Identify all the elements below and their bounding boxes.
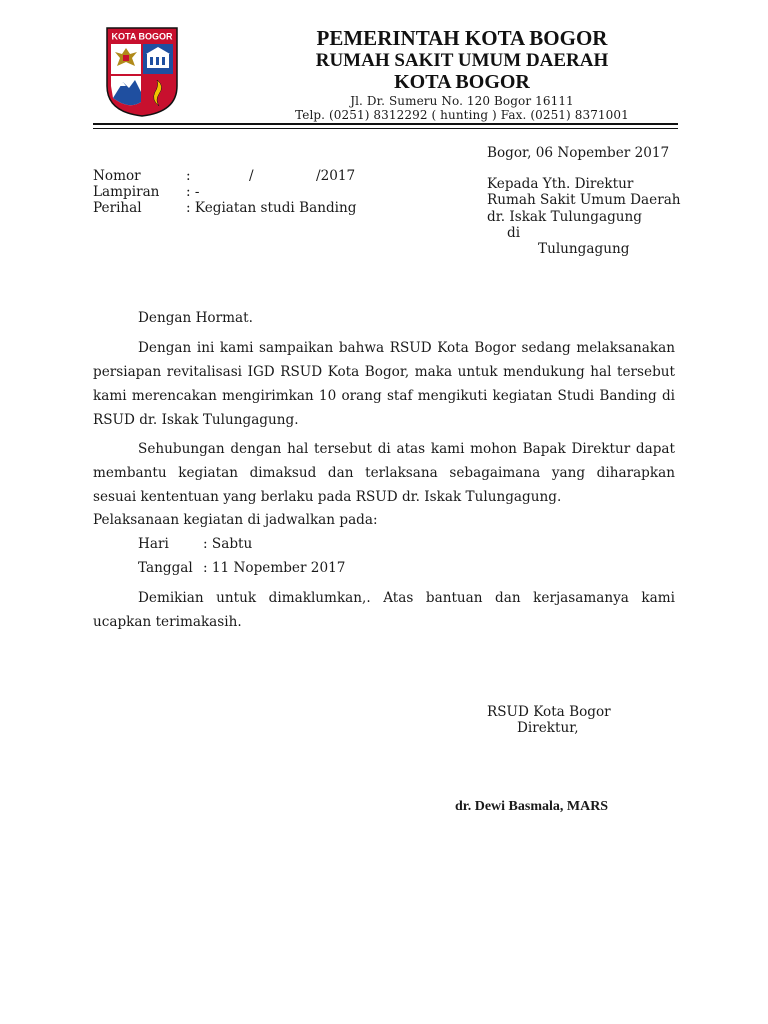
hari-value: : Sabtu xyxy=(203,536,253,552)
letter-date: Bogor, 06 Nopember 2017 xyxy=(487,145,670,161)
recipient-line-2: Rumah Sakit Umum Daerah xyxy=(487,192,681,208)
lampiran-label: Lampiran xyxy=(93,184,160,200)
closing-line-2: ucapkan terimakasih. xyxy=(93,614,242,630)
letterhead-phone: Telp. (0251) 8312292 ( hunting ) Fax. (0251) 8371001 xyxy=(295,108,629,122)
letterhead-divider-thick xyxy=(93,123,678,125)
perihal-label: Perihal xyxy=(93,200,142,216)
paragraph-1-line-1: Dengan ini kami sampaikan bahwa RSUD Kota Bogor sedang melaksanakan xyxy=(138,340,675,356)
paragraph-1-line-3: kami merencakan mengirimkan 10 orang staf mengikuti kegiatan Studi Banding di xyxy=(93,388,675,404)
closing-line-1: Demikian untuk dimaklumkan,. Atas bantuan dan kerjasamanya kami xyxy=(138,590,675,606)
letterhead-city: KOTA BOGOR xyxy=(394,71,530,93)
recipient-line-4: di xyxy=(507,225,521,241)
hari-label: Hari xyxy=(138,536,169,552)
nomor-slash: / xyxy=(249,168,254,184)
paragraph-2-line-1: Sehubungan dengan hal tersebut di atas kami mohon Bapak Direktur dapat xyxy=(138,441,675,457)
tanggal-label: Tanggal xyxy=(138,560,193,576)
signature-title: Direktur, xyxy=(517,720,579,736)
lampiran-value: : - xyxy=(186,184,200,200)
nomor-colon: : xyxy=(186,168,191,184)
kota-bogor-logo xyxy=(105,26,179,118)
nomor-label: Nomor xyxy=(93,168,141,184)
signature-organization: RSUD Kota Bogor xyxy=(487,704,611,720)
letterhead-government: PEMERINTAH KOTA BOGOR xyxy=(316,26,608,50)
signatory-name: dr. Dewi Basmala, MARS xyxy=(455,799,609,814)
perihal-value: : Kegiatan studi Banding xyxy=(186,200,357,216)
paragraph-1-line-4: RSUD dr. Iskak Tulungagung. xyxy=(93,412,299,428)
recipient-line-3: dr. Iskak Tulungagung xyxy=(487,209,642,225)
letterhead-divider-thin xyxy=(93,128,678,129)
svg-text:KOTA BOGOR: KOTA BOGOR xyxy=(111,31,173,42)
letterhead-address: Jl. Dr. Sumeru No. 120 Bogor 16111 xyxy=(350,94,574,108)
paragraph-2-line-2: membantu kegiatan dimaksud dan terlaksana sebagaimana yang diharapkan xyxy=(93,465,675,481)
greeting: Dengan Hormat. xyxy=(138,310,253,326)
letterhead-hospital: RUMAH SAKIT UMUM DAERAH xyxy=(315,50,609,71)
paragraph-2-line-3: sesuai kententuan yang berlaku pada RSUD dr. Iskak Tulungagung. xyxy=(93,489,562,505)
nomor-year: /2017 xyxy=(316,168,356,184)
recipient-line-5: Tulungagung xyxy=(538,241,630,257)
recipient-line-1: Kepada Yth. Direktur xyxy=(487,176,634,192)
schedule-intro: Pelaksanaan kegiatan di jadwalkan pada: xyxy=(93,512,378,528)
tanggal-value: : 11 Nopember 2017 xyxy=(203,560,346,576)
paragraph-1-line-2: persiapan revitalisasi IGD RSUD Kota Bogor, maka untuk mendukung hal tersebut xyxy=(93,364,675,380)
